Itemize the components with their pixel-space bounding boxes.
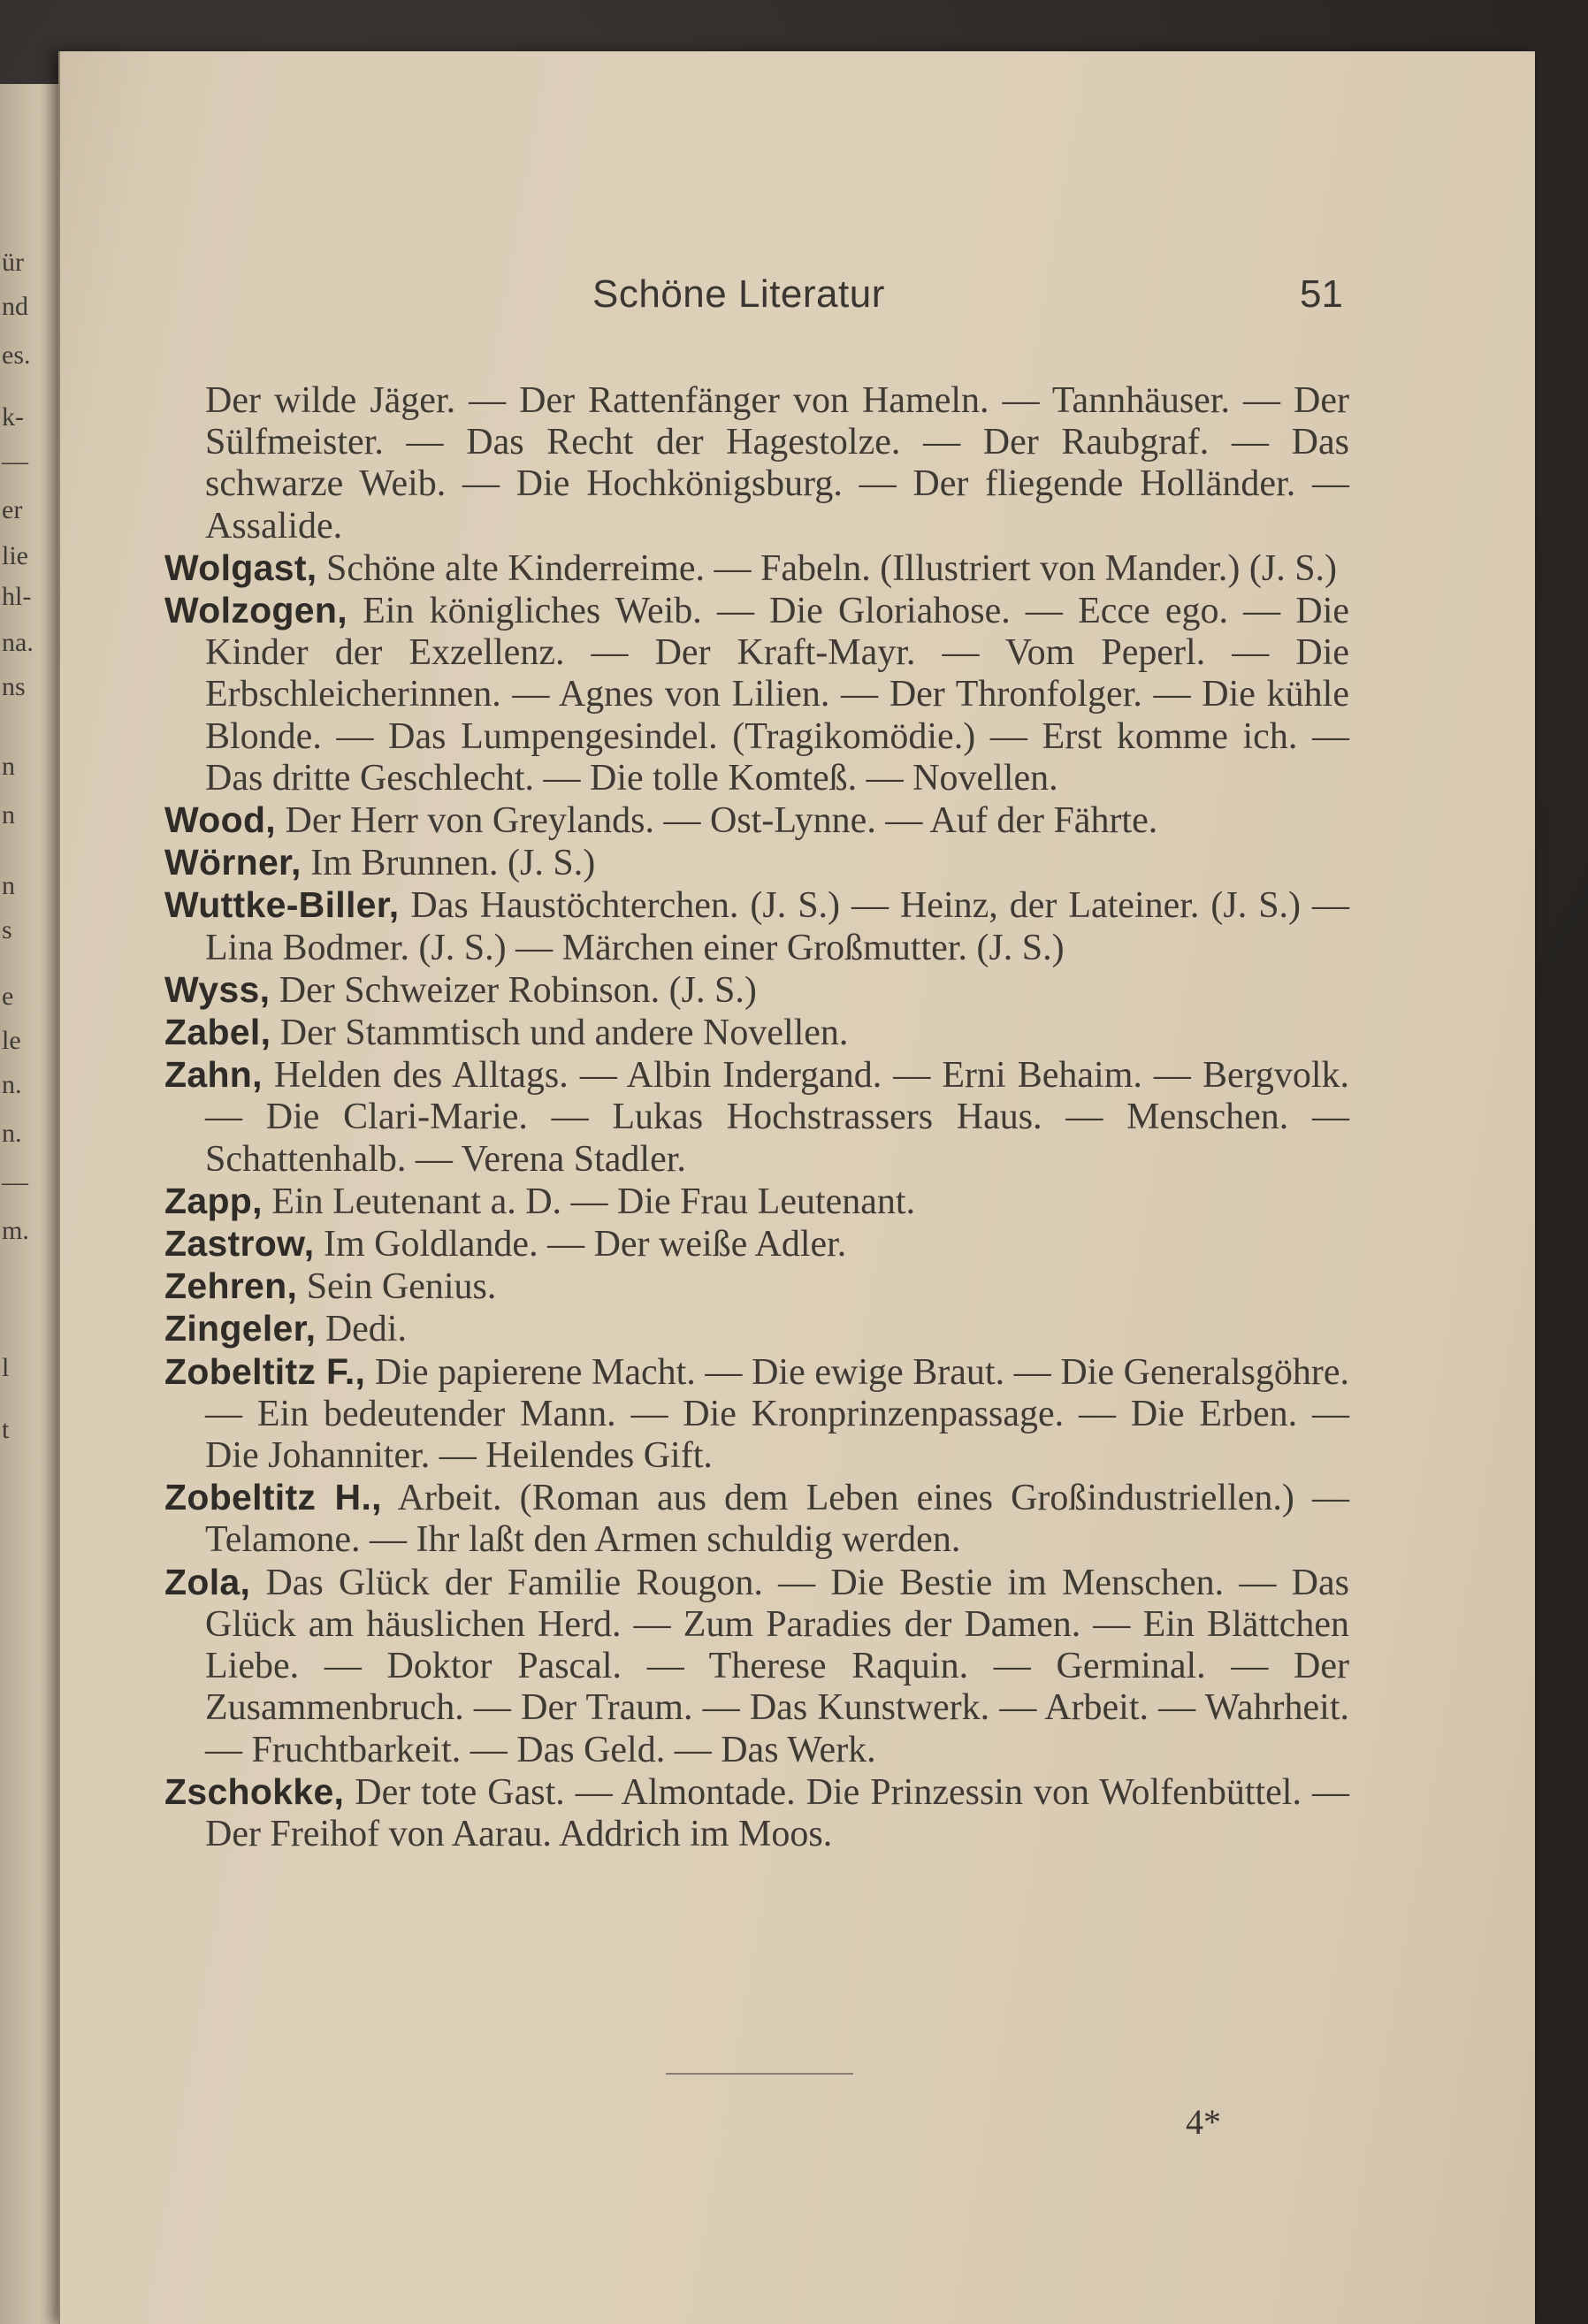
previous-page-fragment: lie: [2, 541, 28, 570]
page-number: 51: [1300, 272, 1343, 316]
work-titles: Der wilde Jäger. — Der Rattenfänger von Hameln. — Tannhäuser. — Der Sülfmeister. — Das Recht der Hagestolze. — Der Raubgraf. — Das schwarze Weib. — Die Hochkönigsburg. — Der fliegende Holländer. — Assalide.: [205, 380, 1349, 547]
work-titles: Helden des Alltags. — Albin Indergand. — Erni Behaim. — Bergvolk. — Die Clari-Marie. — Lukas Hochstrassers Haus. — Menschen. — Schattenhalb. — Verena Stadler.: [205, 1055, 1350, 1180]
printer-signature: 4*: [1186, 2102, 1221, 2142]
previous-page-fragment: m.: [2, 1216, 29, 1245]
author-name: Zingeler,: [164, 1308, 317, 1349]
bibliography-entry: [164, 1771, 1349, 1855]
author-name: Zehren,: [164, 1265, 298, 1307]
bibliography-entry: [164, 884, 1349, 968]
previous-page-fragment: —: [2, 447, 28, 476]
previous-page-fragment: er: [2, 495, 23, 524]
author-name: Wyss,: [164, 968, 271, 1010]
author-name: Zobeltitz H.,: [164, 1477, 382, 1518]
bibliography-entry: [164, 1351, 1349, 1478]
work-titles: Ein Leutenant a. D. — Die Frau Leutenant.: [271, 1181, 916, 1222]
author-name: Wuttke-Biller,: [164, 884, 400, 926]
bibliography-entry: [164, 1054, 1349, 1181]
author-name: Zobeltitz F.,: [164, 1350, 366, 1392]
bibliography-entry: [164, 590, 1349, 799]
author-name: Wood,: [164, 799, 276, 841]
running-title: Schöne Literatur: [592, 272, 885, 316]
author-name: Wörner,: [164, 842, 302, 883]
author-name: Wolzogen,: [164, 590, 347, 631]
work-titles: Dedi.: [324, 1309, 407, 1350]
author-name: Zapp,: [164, 1180, 263, 1221]
work-titles: Der Herr von Greylands. — Ost-Lynne. — Auf der Fährte.: [285, 800, 1158, 842]
bibliography-entry: [164, 842, 1349, 884]
previous-page-fragment: e: [2, 982, 14, 1011]
book-page: [58, 51, 1535, 2324]
bibliography-entry: [164, 1012, 1349, 1054]
previous-page-fragment: l: [2, 1353, 10, 1382]
author-name: Zschokke,: [164, 1770, 345, 1812]
bibliography-entry: [164, 547, 1349, 590]
author-name: Wolgast,: [164, 547, 317, 588]
author-name: Zastrow,: [164, 1223, 315, 1265]
previous-page-fragment: es.: [2, 340, 31, 370]
author-name: Zola,: [164, 1561, 251, 1602]
bibliography-entry: [164, 1181, 1349, 1223]
bibliography-entry: [164, 969, 1349, 1012]
previous-page-fragment: hl-: [2, 582, 32, 611]
work-titles: Im Brunnen. (J. S.): [310, 843, 596, 884]
bibliography-entry: [164, 380, 1349, 547]
work-titles: Arbeit. (Roman aus dem Leben eines Großindustriellen.) — Telamone. — Ihr laßt den Armen schuldig werden.: [205, 1478, 1349, 1561]
previous-page-fragment: le: [2, 1026, 21, 1055]
previous-page-fragment: n.: [2, 1070, 22, 1099]
work-titles: Das Haustöchterchen. (J. S.) — Heinz, der Lateiner. (J. S.) — Lina Bodmer. (J. S.) — Märchen einer Großmutter. (J. S.): [205, 885, 1350, 968]
work-titles: Im Goldlande. — Der weiße Adler.: [323, 1224, 847, 1265]
previous-page-fragment: k-: [2, 402, 24, 432]
work-titles: Das Glück der Familie Rougon. — Die Bestie im Menschen. — Das Glück am häuslichen Herd. — Zum Paradies der Damen. — Ein Blättchen Liebe. — Doktor Pascal. — Therese Raquin. — Germinal. — Der Zusammenbruch. — Der Traum. — Das Kunstwerk. — Arbeit. — Wahrheit. — Fruchtbarkeit. — Das Geld. — Das Werk.: [205, 1562, 1349, 1770]
work-titles: Ein königliches Weib. — Die Gloriahose. — Ecce ego. — Die Kinder der Exzellenz. — Der Kraft-Mayr. — Vom Peperl. — Die Erbschleicherinnen. — Agnes von Lilien. — Der Thronfolger. — Die kühle Blonde. — Das Lumpengesindel. (Tragikomödie.) — Erst komme ich. — Das dritte Geschlecht. — Die tolle Komteß. — Novellen.: [205, 591, 1350, 799]
author-name: Zabel,: [164, 1012, 271, 1053]
work-titles: Sein Genius.: [306, 1266, 497, 1308]
previous-page-fragment: ns: [2, 672, 26, 701]
bibliography-list: [164, 380, 1349, 1855]
previous-page-fragment: n: [2, 752, 15, 781]
work-titles: Der tote Gast. — Almontade. Die Prinzessin von Wolfenbüttel. — Der Freihof von Aarau. Addrich im Moos.: [205, 1771, 1349, 1854]
previous-page-fragment: —: [2, 1167, 28, 1196]
bibliography-entry: [164, 1477, 1349, 1561]
previous-page-fragment: n: [2, 800, 15, 829]
work-titles: Die papierene Macht. — Die ewige Braut. — Die Generalsgöhre. — Ein bedeutender Mann. — Die Kronprinzenpassage. — Die Erben. — Die Johanniter. — Heilendes Gift.: [205, 1351, 1349, 1477]
previous-page-fragment: s: [2, 915, 12, 944]
bibliography-entry: [164, 1308, 1349, 1350]
previous-page-fragment: na.: [2, 628, 34, 657]
previous-page-fragment: t: [2, 1415, 10, 1444]
previous-page-fragment: nd: [2, 292, 28, 321]
work-titles: Schöne alte Kinderreime. — Fabeln. (Illustriert von Mander.) (J. S.): [326, 547, 1338, 589]
work-titles: Der Schweizer Robinson. (J. S.): [279, 969, 757, 1011]
previous-page-fragment: n: [2, 871, 15, 900]
previous-page-fragment: ür: [2, 248, 24, 277]
footer-rule: [666, 2073, 853, 2075]
bibliography-entry: [164, 1562, 1349, 1771]
previous-page-fragment: n.: [2, 1119, 22, 1148]
work-titles: Der Stammtisch und andere Novellen.: [279, 1013, 849, 1054]
author-name: Zahn,: [164, 1054, 263, 1096]
bibliography-entry: [164, 799, 1349, 842]
bibliography-entry: [164, 1223, 1349, 1265]
bibliography-entry: [164, 1265, 1349, 1308]
previous-page-edge: [0, 84, 64, 2324]
